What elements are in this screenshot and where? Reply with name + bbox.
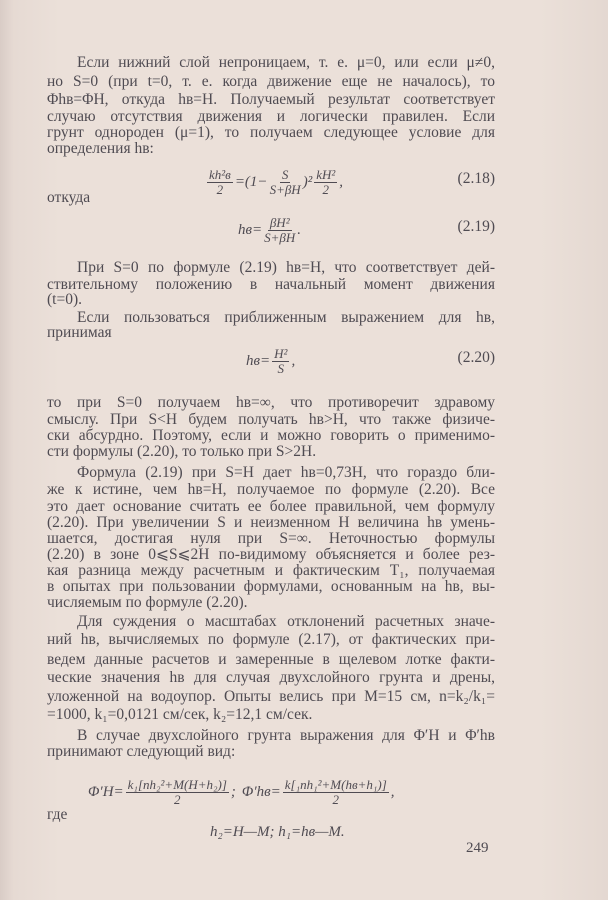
fraction-numerator: βH² — [269, 215, 290, 230]
equation-2-18 — [205, 168, 343, 197]
equation-text: , — [339, 174, 344, 190]
text-line: шается, достигая нуля при S=∞. Неточностью формулы — [47, 530, 495, 547]
text-line: (2.20). При увеличении S и неизменном H величина hв умень- — [47, 514, 495, 531]
fraction-numerator: k[₁nh₁²+M(hв+h₁)] — [284, 777, 387, 792]
text-line: ний hв, вычисляемых по формуле (2.17), от фактических при- — [47, 631, 495, 648]
text-line: ческие значения hв для случая двухслойного грунта и дрены, — [47, 669, 495, 686]
equation-text: )² — [302, 174, 313, 190]
text-line: в опытах при пользовании формулами, основанным на hв, вы- — [47, 578, 495, 595]
equation-text: , — [291, 353, 296, 369]
equation-text: =(1− — [234, 174, 268, 190]
equation-2-19 — [238, 216, 301, 245]
fraction-denominator: 2 — [322, 182, 329, 197]
equation-text: hв= — [238, 222, 263, 238]
text-line: принимают следующий вид: — [47, 743, 236, 760]
page-number: 249 — [466, 840, 489, 856]
text-line: случаю отсутствия движения и логически правилен. Если — [47, 108, 495, 125]
text-line: Φhв=ΦH, откуда hв=H. Получаемый результат соответствует — [47, 91, 495, 108]
equation-text: hв= — [246, 353, 271, 369]
fraction-numerator: k₁[nh₂²+M(H+h₂)] — [127, 777, 227, 792]
text-line: где — [47, 806, 68, 823]
text-line: Формула (2.19) при S=H дает hв=0,73H, что гораздо бли- — [77, 464, 495, 481]
text-line: В случае двухслойного грунта выражения для Φ′H и Φ′hв — [77, 727, 495, 744]
fraction-denominator: 2 — [174, 792, 181, 807]
text-line: но S=0 (при t=0, т. е. когда движение еще не началось), то — [47, 73, 495, 90]
equation-text: Φ′H= — [88, 784, 124, 800]
text-line: это дает основание считать ее более правильной, чем формулу — [47, 498, 495, 515]
text-line: числяемым по формуле (2.20). — [47, 594, 248, 611]
text-line: Если пользоваться приближенным выражением для hв, — [77, 309, 495, 326]
text-line: (2.20) в зоне 0⩽S⩽2H по-видимому объясняется и более рез- — [47, 546, 495, 563]
equation-number: (2.18) — [457, 170, 495, 187]
text-line: Если нижний слой непроницаем, т. е. μ=0, или если μ≠0, — [77, 54, 495, 71]
equation-text: ; — [230, 784, 236, 800]
fraction-denominator: S+βH — [264, 230, 296, 245]
text-line: принимая — [47, 324, 112, 341]
text-line: сти формулы (2.20), то только при S>2H. — [47, 443, 317, 460]
equation-phi — [88, 778, 395, 807]
fraction-numerator: kh²в — [209, 167, 231, 182]
equation-text: . — [297, 222, 302, 238]
equation-text: Φ′hв= — [241, 784, 281, 800]
equation-2-20 — [246, 347, 295, 376]
text-line: кая разница между расчетным и фактическим T₁, получаемая — [47, 562, 495, 579]
text-line: ведем данные расчетов и замеренные в щелевом лотке факти- — [47, 651, 495, 668]
fraction-denominator: S — [277, 361, 285, 376]
fraction-numerator: H² — [274, 346, 288, 361]
equation-number: (2.20) — [457, 349, 495, 366]
equation-number: (2.19) — [457, 218, 495, 235]
fraction-denominator: 2 — [216, 182, 224, 197]
fraction-denominator: 2 — [332, 792, 340, 807]
equation-h: h₂=H—M; h₁=hв—M. — [210, 824, 345, 840]
fraction-denominator: S+βH — [269, 182, 301, 197]
fraction-numerator: S — [281, 167, 289, 182]
text-line: уложенной на водоупор. Опыты велись при M=15 см, n=k₂/k₁= — [47, 688, 495, 705]
equation-text: , — [390, 784, 395, 800]
text-line: же к истине, чем hв=H, получаемое по формуле (2.20). Все — [47, 481, 495, 498]
text-line: (t=0). — [47, 291, 82, 308]
text-line: =1000, k₁=0,0121 см/сек, k₂=12,1 см/сек. — [47, 706, 313, 723]
text-line: грунт однороден (μ=1), то получаем следующее условие для — [47, 124, 495, 141]
text-line: При S=0 по формуле (2.19) hв=H, что соответствует дей- — [77, 259, 495, 276]
text-line: откуда — [47, 189, 91, 206]
text-line: смыслу. При S<H будем получать hв>H, что также физиче- — [47, 411, 495, 428]
text-line: определения hв: — [47, 140, 154, 157]
text-line: то при S=0 получаем hв=∞, что противоречит здравому — [47, 394, 495, 411]
text-line: ствительному положению в начальный момент движения — [47, 276, 495, 293]
fraction-numerator: kH² — [316, 167, 336, 182]
text-line: Для суждения о масштабах отклонений расчетных значе- — [77, 613, 495, 630]
text-line: ски абсурдно. Поэтому, если и можно говорить о применимо- — [47, 427, 495, 444]
